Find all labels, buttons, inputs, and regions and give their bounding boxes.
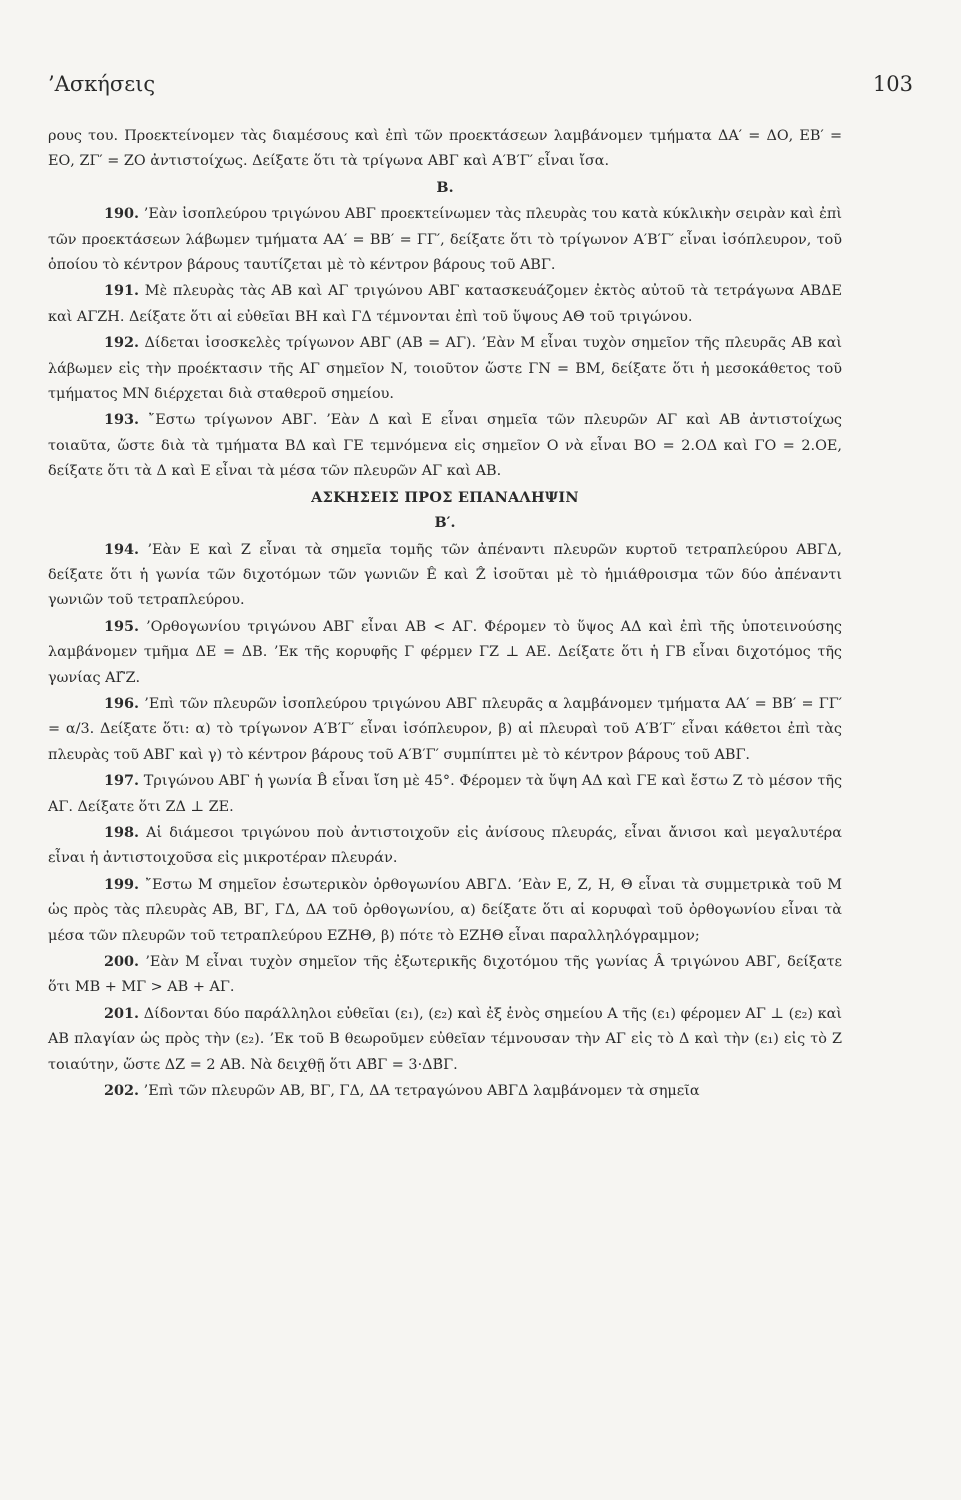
exercise-199: 199. ῎Εστω Μ σημεῖον ἐσωτερικὸν ὀρθογωνίου ΑΒΓΔ. ’Εὰν Ε, Ζ, Η, Θ εἶναι τὰ συμμετρικὰ τοῦ Μ ὡς πρὸς τὰς πλευρὰς ΑΒ, ΒΓ, ΓΔ, ΔΑ τοῦ ὀρθογωνίου, α) δείξατε ὅτι αἱ κορυφαὶ τοῦ ὀρθογωνίου εἶναι τὰ μέσα τῶν πλευρῶν τοῦ τετραπλεύρου ΕΖΗΘ, β) πότε τὸ ΕΖΗΘ εἶναι παραλληλόγραμμον; — [48, 875, 843, 944]
review-heading: ΑΣΚΗΣΕΙΣ ΠΡΟΣ ΕΠΑΝΑΛΗΨΙΝ — [311, 488, 579, 506]
exercise-195: 195. ’Ορθογωνίου τριγώνου ΑΒΓ εἶναι ΑΒ < ΑΓ. Φέρομεν τὸ ὕψος ΑΔ καὶ ἐπὶ τῆς ὑποτεινούσης λαμβάνομεν τμῆμα ΔΕ = ΔΒ. ’Εκ τῆς κορυφῆς Γ φέρμεν ΓΖ ⊥ ΑΕ. Δείξατε ὅτι ἡ ΓΒ εἶναι διχοτόμος τῆς γωνίας ΑΓ̂Ζ. — [48, 617, 842, 686]
section-marker: Β. — [436, 178, 454, 196]
exercise-193: 193. ῎Εστω τρίγωνον ΑΒΓ. ’Εὰν Δ καὶ Ε εἶναι σημεῖα τῶν πλευρῶν ΑΓ καὶ ΑΒ ἀντιστοίχως τοιαῦτα, ὥστε διὰ τὰ τμήματα ΒΔ καὶ ΓΕ τεμνόμενα εἰς σημεῖον Ο νὰ εἶναι ΒΟ = 2.ΟΔ καὶ ΓΟ = 2.ΟΕ, δείξατε ὅτι τὰ Δ καὶ Ε εἶναι τὰ μέσα τῶν πλευρῶν ΑΓ καὶ ΑΒ. — [48, 411, 842, 480]
exercise-201: 201. Δίδονται δύο παράλληλοι εὐθεῖαι (ε₁), (ε₂) καὶ ἐξ ἑνὸς σημείου Α τῆς (ε₁) φέρομεν ΑΓ ⊥ (ε₂) καὶ ΑΒ πλαγίαν ὡς πρὸς τὴν (ε₂). ’Εκ τοῦ Β θεωροῦμεν εὐθεῖαν τέμνουσαν τὴν ΑΓ εἰς τὸ Δ καὶ τὴν (ε₁) εἰς τὸ Ζ τοιαύτην, ὥστε ΔΖ = 2 ΑΒ. Νὰ δειχθῇ ὅτι ΑΒ̂Γ = 3·ΔΒ̂Γ. — [48, 1004, 842, 1073]
exercise-191: 191. Μὲ πλευρὰς τὰς ΑΒ καὶ ΑΓ τριγώνου ΑΒΓ κατασκευάζομεν ἐκτὸς αὐτοῦ τὰ τετράγωνα ΑΒΔΕ καὶ ΑΓΖΗ. Δείξατε ὅτι αἱ εὐθεῖαι ΒΗ καὶ ΓΔ τέμνονται ἐπὶ τοῦ ὕψους ΑΘ τοῦ τριγώνου. — [48, 282, 842, 325]
intro-paragraph: ρους του. Προεκτείνομεν τὰς διαμέσους καὶ ἐπὶ τῶν προεκτάσεων λαμβάνομεν τμήματα ΔΑ′ = ΔΟ, ΕΒ′ = ΕΟ, ΖΓ′ = ΖΟ ἀντιστοίχως. Δείξατε ὅτι τὰ τρίγωνα ΑΒΓ καὶ Α′Β′Γ′ εἶναι ἴσα. — [48, 128, 842, 170]
exercise-197: 197. Τριγώνου ΑΒΓ ἡ γωνία B̂ εἶναι ἴση μὲ 45°. Φέρομεν τὰ ὕψη ΑΔ καὶ ΓΕ καὶ ἔστω Ζ τὸ μέσον τῆς ΑΓ. Δείξατε ὅτι ΖΔ ⊥ ΖΕ. — [48, 772, 843, 815]
exercise-198: 198. Αἱ διάμεσοι τριγώνου ποὺ ἀντιστοιχοῦν εἰς ἀνίσους πλευράς, εἶναι ἄνισοι καὶ μεγαλυτέρα εἶναι ἡ ἀντιστοιχοῦσα εἰς μικροτέραν πλευράν. — [48, 823, 842, 867]
exercise-194: 194. ’Εὰν Ε καὶ Ζ εἶναι τὰ σημεῖα τομῆς τῶν ἀπέναντι πλευρῶν κυρτοῦ τετραπλεύρου ΑΒΓΔ, δείξατε ὅτι ἡ γωνία τῶν διχοτόμων τῶν γωνιῶν Ê καὶ Ẑ ἰσοῦται μὲ τὸ ἡμιάθροισμα τῶν δύο ἀπέναντι γωνιῶν τοῦ τετραπλεύρου. — [48, 540, 843, 609]
page-body — [48, 124, 842, 1104]
exercise-202: 202. ’Επὶ τῶν πλευρῶν ΑΒ, ΒΓ, ΓΔ, ΔΑ τετραγώνου ΑΒΓΔ λαμβάνομεν τὰ σημεῖα — [104, 1082, 700, 1100]
exercise-200: 200. ’Εὰν Μ εἶναι τυχὸν σημεῖον τῆς ἐξωτερικῆς διχοτόμου τῆς γωνίας Â τριγώνου ΑΒΓ, δείξατε ὅτι ΜΒ + ΜΓ > ΑΒ + ΑΓ. — [48, 953, 842, 996]
exercise-196: 196. ’Επὶ τῶν πλευρῶν ἰσοπλεύρου τριγώνου ΑΒΓ πλευρᾶς α λαμβάνομεν τμήματα ΑΑ′ = ΒΒ′ = ΓΓ′ = α/3. Δείξατε ὅτι: α) τὸ τρίγωνον Α′Β′Γ′ εἶναι ἰσόπλευρον, β) αἱ πλευραὶ τοῦ Α′Β′Γ′ εἶναι κάθετοι ἐπὶ τὰς πλευρὰς τοῦ ΑΒΓ καὶ γ) τὸ κέντρον βάρους τοῦ Α′Β′Γ′ συμπίπτει μὲ τὸ κέντρον βάρους τοῦ ΑΒΓ. — [48, 694, 842, 763]
running-head — [48, 72, 913, 96]
review-marker: Β′. — [434, 514, 456, 532]
page-number: 103 — [872, 72, 913, 96]
exercise-192: 192. Δίδεται ἰσοσκελὲς τρίγωνον ΑΒΓ (ΑΒ = ΑΓ). ’Εὰν Μ εἶναι τυχὸν σημεῖον τῆς πλευρᾶς ΑΒ καὶ λάβωμεν εἰς τὴν προέκτασιν τῆς ΑΓ σημεῖον Ν, τοιοῦτον ὥστε ΓΝ = ΒΜ, δείξατε ὅτι ἡ μεσοκάθετος τοῦ τμήματος ΜΝ διέρχεται διὰ σταθεροῦ σημείου. — [48, 334, 843, 403]
exercise-190: 190. ’Εὰν ἰσοπλεύρου τριγώνου ΑΒΓ προεκτείνωμεν τὰς πλευρὰς του κατὰ κύκλικὴν σειρὰν καὶ ἐπὶ τῶν προεκτάσεων λάβωμεν τμήματα ΑΑ′ = ΒΒ′ = ΓΓ′, δείξατε ὅτι τὸ τρίγωνον Α′Β′Γ′ εἶναι ἰσόπλευρον, τοῦ ὁποίου τὸ κέντρον βάρους ταυτίζεται μὲ τὸ κέντρον βάρους τοῦ ΑΒΓ. — [48, 205, 842, 274]
section-title: ’Ασκήσεις — [48, 72, 156, 96]
